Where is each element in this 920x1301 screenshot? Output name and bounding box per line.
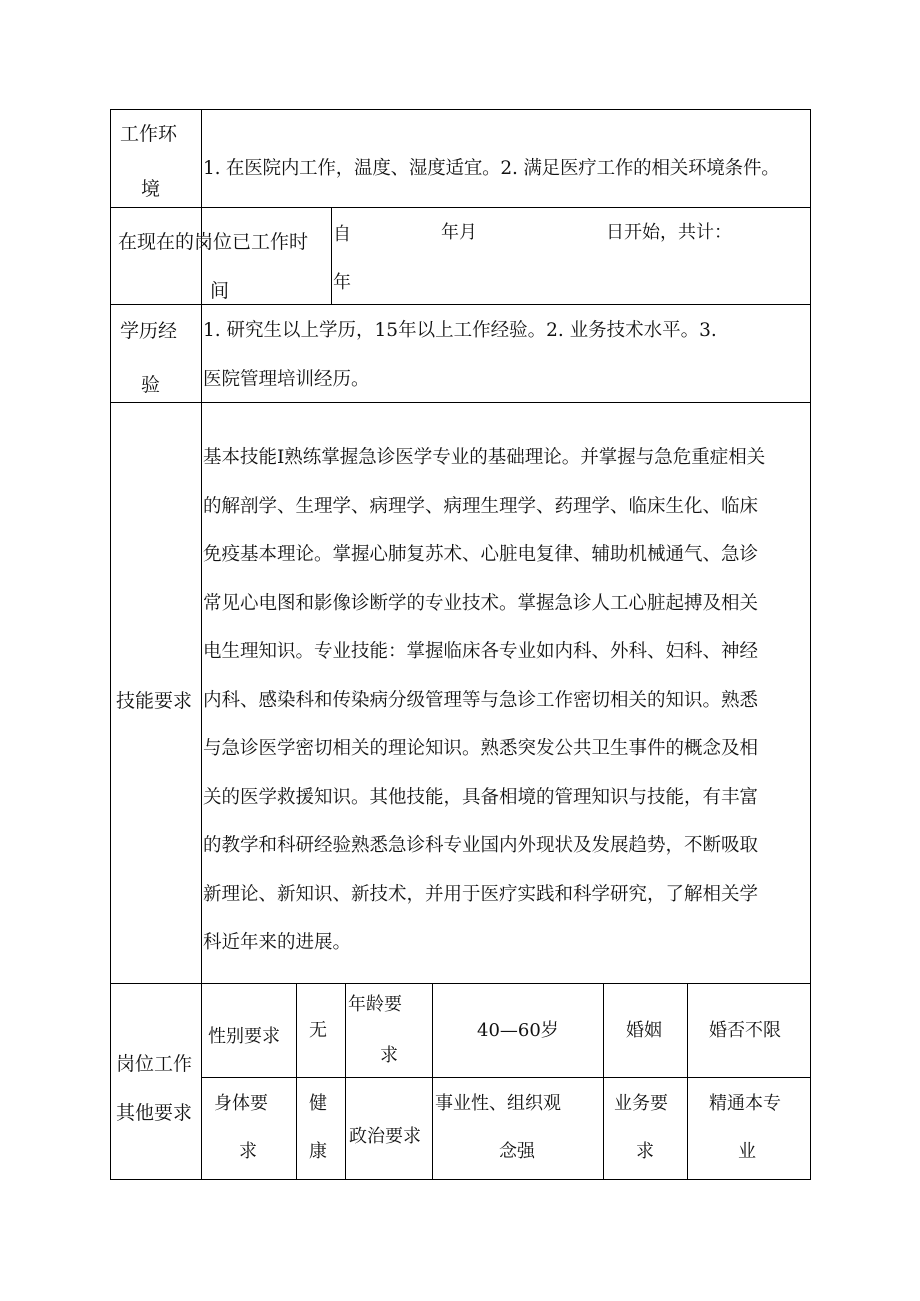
body-label: 身体要 (214, 1093, 268, 1114)
cell-divider (687, 983, 688, 1180)
education-label: 验 (141, 374, 161, 396)
politics-value: 念强 (499, 1141, 535, 1162)
body-label: 求 (239, 1141, 257, 1162)
gender-label: 性别要求 (208, 1026, 280, 1047)
label-column-divider (331, 207, 332, 304)
row-divider (110, 207, 811, 208)
cell-divider (296, 983, 297, 1180)
business-value: 业 (738, 1141, 756, 1162)
skills-line: 关的医学救援知识。其他技能，具备相境的管理知识与技能，有丰富 (203, 786, 759, 808)
skills-label: 技能要求 (116, 690, 193, 712)
tenure-start-total: 日开始，共计： (606, 222, 732, 243)
tenure-from: 自 (333, 224, 351, 245)
skills-line: 基本技能I熟练掌握急诊医学专业的基础理论。并掌握与急危重症相关 (203, 447, 766, 468)
age-label: 求 (380, 1045, 398, 1066)
skills-line: 与急诊医学密切相关的理论知识。熟悉突发公共卫生事件的概念及相 (203, 738, 759, 759)
business-label: 求 (636, 1141, 654, 1162)
work-env-label: 工作环 (120, 123, 178, 145)
subrow-divider (201, 1077, 811, 1078)
education-text: 1. 研究生以上学历，15年以上工作经验。2. 业务技术水平。3. (203, 320, 717, 341)
skills-text (203, 434, 765, 968)
skills-line: 新理论、新知识、新技术，并用于医疗实践和科学研究，了解相关学 (203, 883, 759, 905)
skills-line: 科近年来的进展。 (203, 932, 352, 953)
label-column-divider (201, 109, 202, 306)
education-text: 医院管理培训经历。 (203, 369, 370, 390)
cell-divider (603, 983, 604, 1180)
row-divider (110, 304, 811, 305)
skills-line: 电生理知识。专业技能：掌握临床各专业如内科、外科、妇科、神经 (203, 641, 759, 662)
skills-line: 常见心电图和影像诊断学的专业技术。掌握急诊人工心脏起搏及相关 (203, 592, 759, 614)
skills-line: 免疫基本理论。掌握心肺复苏术、心脏电复律、辅助机械通气、急诊 (203, 544, 759, 565)
politics-label: 政治要求 (349, 1126, 421, 1147)
work-env-text: 1. 在医院内工作，温度、湿度适宜。2. 满足医疗工作的相关环境条件。 (203, 158, 780, 179)
skills-line: 内科、感染科和传染病分级管理等与急诊工作密切相关的知识。熟悉 (203, 689, 759, 711)
cell-divider (432, 983, 433, 1180)
row-divider (110, 983, 811, 984)
tenure-label: 在现在的岗位已工作时 (118, 231, 309, 253)
business-value: 精通本专 (709, 1093, 781, 1114)
label-column-divider (201, 304, 202, 1180)
gender-value: 无 (309, 1020, 327, 1041)
other-label: 其他要求 (116, 1102, 193, 1124)
skills-line: 的教学和科研经验熟悉急诊科专业国内外现状及发展趋势，不断吸取 (203, 835, 759, 856)
marriage-label: 婚姻 (626, 1020, 662, 1041)
tenure-year-month: 年月 (441, 222, 477, 243)
tenure-year: 年 (333, 272, 351, 293)
other-label: 岗位工作 (116, 1053, 193, 1075)
politics-value: 事业性、组织观 (435, 1093, 561, 1114)
body-value: 康 (309, 1141, 327, 1162)
skills-line: 的解剖学、生理学、病理学、病理生理学、药理学、临床生化、临床 (203, 495, 759, 517)
row-divider (110, 402, 811, 403)
business-label: 业务要 (614, 1093, 668, 1114)
tenure-label: 间 (210, 280, 230, 302)
age-label: 年龄要 (348, 994, 402, 1015)
age-value: 40—60岁 (477, 1020, 559, 1041)
work-env-label: 境 (141, 178, 161, 200)
body-value: 健 (309, 1093, 327, 1114)
cell-divider (345, 983, 346, 1180)
marriage-value: 婚否不限 (709, 1020, 781, 1041)
education-label: 学历经 (120, 320, 178, 342)
